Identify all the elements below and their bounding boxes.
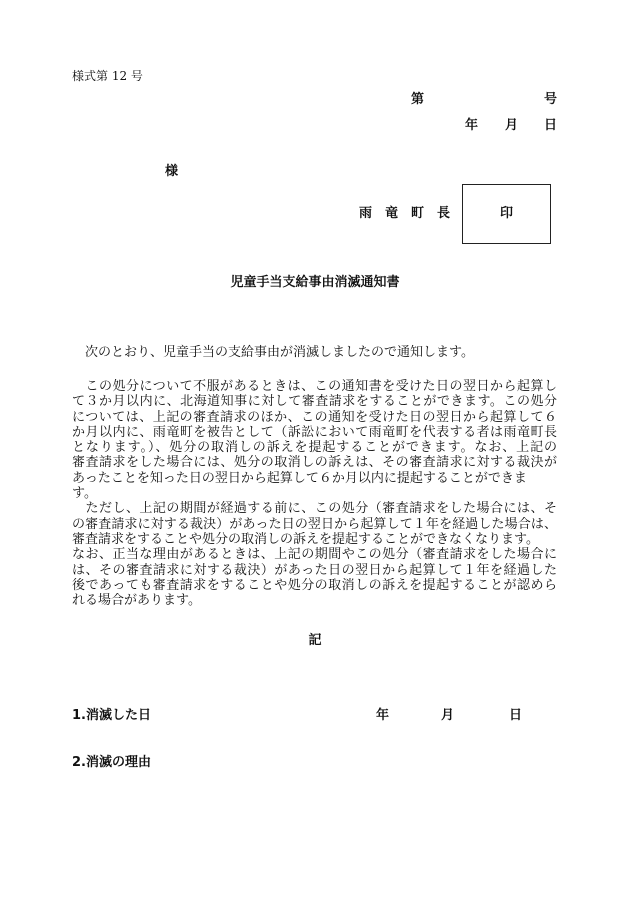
notice-line: なお、正当な理由があるときは、上記の期間やこの処分（審査請求をした場合に	[72, 547, 557, 563]
notice-line: の審査請求に対する裁決）があった日の翌日から起算して１年を経過した場合は、	[72, 516, 557, 532]
notice-line: については、上記の審査請求のほか、この通知を受けた日の翌日から起算して６	[72, 409, 557, 425]
notice-line: 後であっても審査請求をすることや処分の取消しの訴えを提起することが認めら	[72, 577, 557, 593]
intro-text: 次のとおり、児童手当の支給事由が消滅しましたので通知します。	[72, 345, 474, 360]
notice-line: て３か月以内に、北海道知事に対して審査請求をすることができます。この処分	[72, 394, 557, 410]
notice-line: す。	[72, 486, 97, 502]
item-extinction-reason-label: 2.消滅の理由	[72, 755, 151, 770]
notice-line: れる場合があります。	[72, 593, 201, 609]
form-number: 様式第 12 号	[72, 69, 143, 83]
document-number-suffix: 号	[544, 92, 558, 107]
notice-line: 審査請求をした場合には、処分の取消しの訴えは、その審査請求に対する裁決が	[72, 455, 557, 471]
appeal-notice	[72, 379, 557, 608]
document-title: 児童手当支給事由消滅通知書	[230, 275, 400, 290]
notice-line: あったことを知った日の翌日から起算して６か月以内に提起することができま	[72, 470, 527, 486]
issue-date-month: 月	[505, 118, 519, 133]
notice-line: この処分について不服があるときは、この通知書を受けた日の翌日から起算し	[72, 379, 557, 394]
seal-label: 印	[499, 206, 513, 221]
notice-line: は、その審査請求に対する裁決）があった日の翌日から起算して１年を経過した	[72, 562, 557, 578]
item-extinction-date-day: 日	[509, 708, 523, 723]
notice-line: か月以内に、雨竜町を被告として（訴訟において雨竜町を代表する者は雨竜町長	[72, 424, 557, 440]
item-extinction-date-year: 年	[376, 708, 390, 723]
document-number-prefix: 第	[411, 92, 425, 107]
seal-box	[462, 184, 551, 244]
notice-line: 審査請求をすることや処分の取消しの訴えを提起することができなくなります。	[72, 531, 539, 547]
issue-date-day: 日	[544, 118, 558, 133]
issuer-title: 雨 竜 町 長	[359, 206, 451, 221]
notice-line: となります。）、処分の取消しの訴えを提起することができます。なお、上記の	[72, 440, 557, 456]
item-extinction-date-label: 1.消滅した日	[72, 708, 151, 723]
item-extinction-date-month: 月	[441, 708, 455, 723]
notice-line: ただし、上記の期間が経過する前に、この処分（審査請求をした場合には、そ	[72, 501, 557, 517]
issue-date-year: 年	[465, 118, 479, 133]
recipient-honorific: 様	[165, 164, 179, 179]
record-heading: 記	[308, 633, 322, 648]
